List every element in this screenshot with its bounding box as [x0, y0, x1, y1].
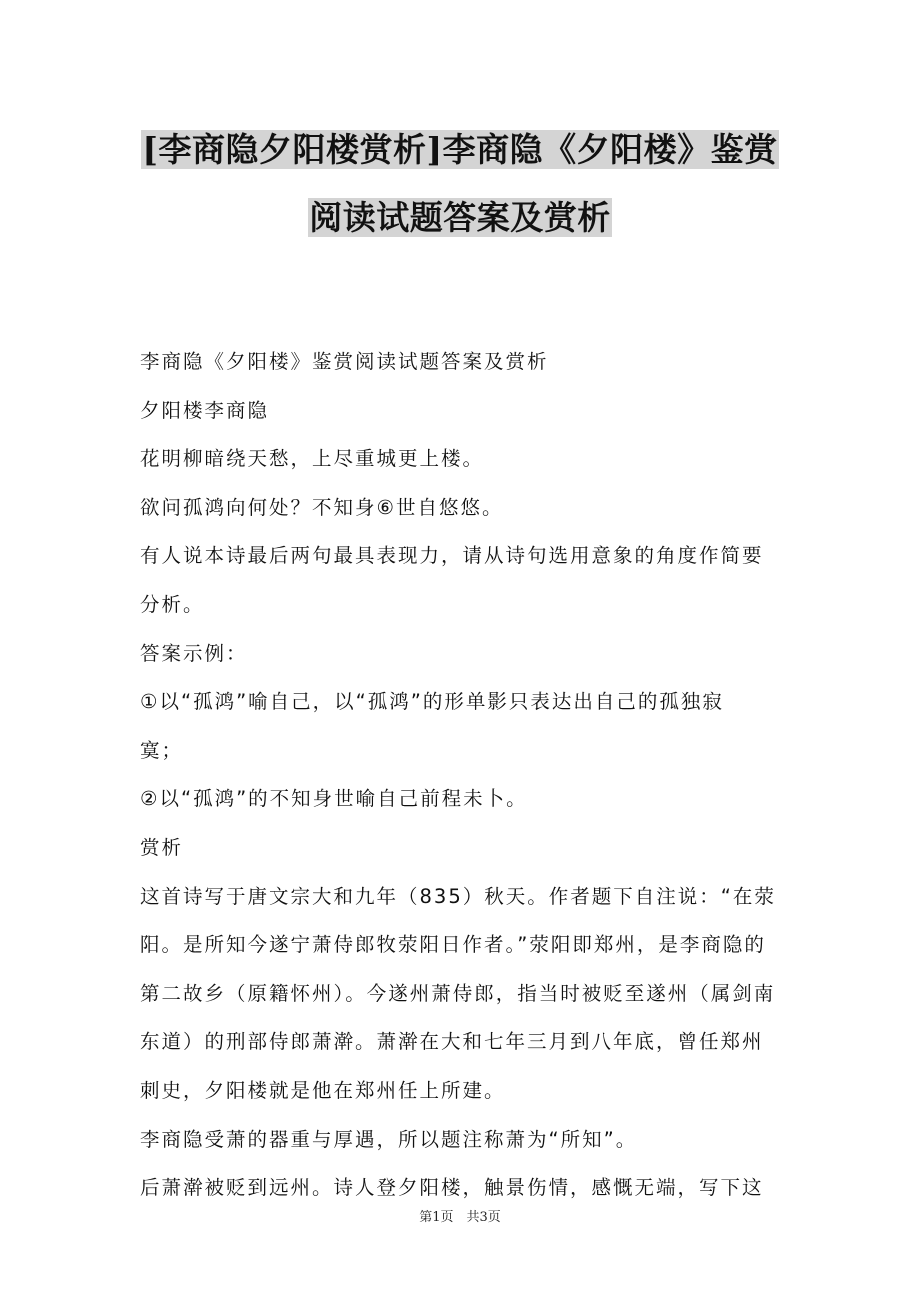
paragraph-line: ①以“孤鸿”喻自己，以“孤鸿”的形单影只表达出自己的孤独寂 [140, 690, 724, 714]
paragraph-line: 第二故乡（原籍怀州）。今遂州萧侍郎，指当时被贬至遂州（属剑南 [140, 981, 776, 1005]
paragraph-line: 有人说本诗最后两句最具表现力，请从诗句选用意象的角度作简要 [140, 544, 764, 568]
paragraph-line: 欲问孤鸿向何处？不知身⑥世自悠悠。 [140, 495, 504, 519]
paragraph-line: 花明柳暗绕天愁，上尽重城更上楼。 [140, 447, 485, 471]
title-text: 阅读试题答案及赏析 [309, 198, 611, 237]
paragraph-line: 李商隐受萧的器重与厚遇，所以题注称萧为“所知”。 [140, 1127, 638, 1151]
paragraph-line: 后萧澣被贬到远州。诗人登夕阳楼，触景伤情，感慨无端，写下这 [140, 1176, 764, 1200]
paragraph-line: 赏析 [140, 835, 184, 859]
paragraph-line: 李商隐《夕阳楼》鉴赏阅读试题答案及赏析 [140, 350, 549, 373]
paragraph-line: 分析。 [140, 592, 205, 616]
document-title-line-2 [0, 192, 920, 244]
paragraph-line: 刺史，夕阳楼就是他在郑州任上所建。 [140, 1078, 506, 1102]
paragraph-line: 东道）的刑部侍郎萧澣。萧澣在大和七年三月到八年底，曾任郑州 [140, 1030, 764, 1054]
title-text: [李商隐夕阳楼赏析]李商隐《夕阳楼》鉴赏 [142, 130, 778, 169]
paragraph-line: 阳。是所知今遂宁萧侍郎牧荥阳日作者。”荥阳即郑州，是李商隐的 [140, 933, 766, 957]
paragraph-line: 这首诗写于唐文宗大和九年（835）秋天。作者题下自注说：“在荥 [140, 884, 776, 908]
paragraph-line: ②以“孤鸿”的不知身世喻自己前程未卜。 [140, 787, 528, 811]
paragraph-line: 寞； [140, 738, 184, 762]
document-body [140, 338, 780, 1213]
paragraph-line: 答案示例： [140, 641, 248, 665]
page-footer: 第1页 共3页 [419, 1210, 501, 1225]
document-title-line-1 [0, 124, 920, 176]
paragraph-line: 夕阳楼李商隐 [140, 398, 270, 422]
